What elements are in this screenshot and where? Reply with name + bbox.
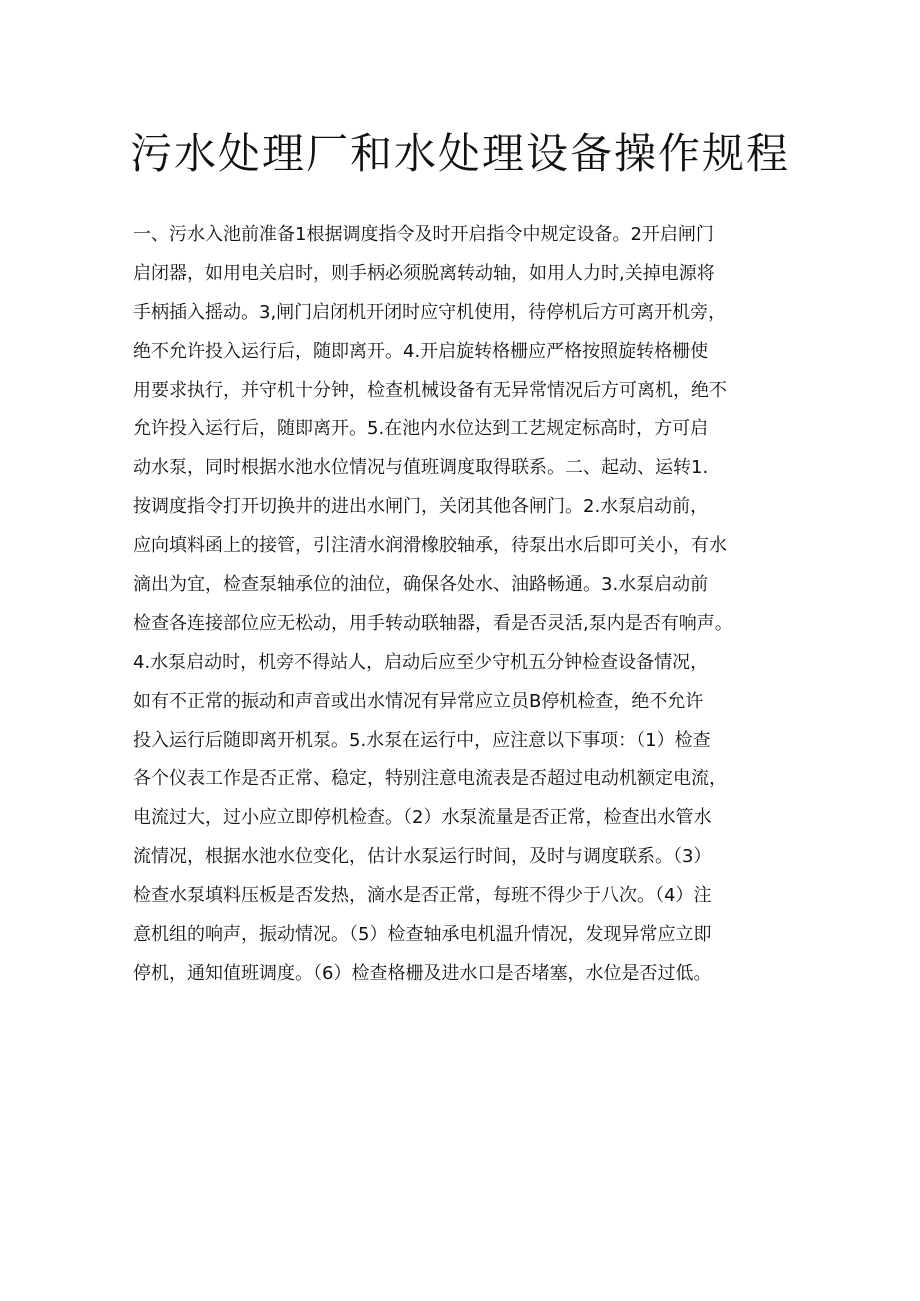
body-line: 动水泵，同时根据水池水位情况与值班调度取得联系。二、起动、运转1. xyxy=(133,457,709,479)
body-line: 按调度指令打开切换井的进出水闸门，关闭其他各闸门。2.水泵启动前， xyxy=(133,496,709,518)
body-line: 检查各连接部位应无松动，用手转动联轴器，看是否灵活,泵内是否有响声。 xyxy=(133,612,733,634)
body-line: 投入运行后随即离开机泵。5.水泵在运行中，应注意以下事项：（1）检查 xyxy=(133,729,711,751)
body-line: 滴出为宜，检查泵轴承位的油位，确保各处水、油路畅通。3.水泵启动前 xyxy=(133,574,709,596)
body-line: 流情况，根据水池水位变化，估计水泵运行时间，及时与调度联系。（3） xyxy=(133,846,712,868)
body-line: 一、污水入池前准备1根据调度指令及时开启指令中规定设备。2开启闸门 xyxy=(133,224,714,245)
body-line: 应向填料函上的接管，引注清水润滑橡胶轴承，待泵出水后即可关小，有水 xyxy=(133,535,727,557)
body-line: 检查水泵填料压板是否发热，滴水是否正常，每班不得少于八次。（4）注 xyxy=(133,885,712,907)
body-line: 如有不正常的振动和声音或出水情况有异常应立员B停机检查，绝不允许 xyxy=(133,690,704,712)
body-line: 电流过大，过小应立即停机检查。（2）水泵流量是否正常，检查出水管水 xyxy=(133,807,712,829)
body-line: 用要求执行，并守机十分钟，检查机械设备有无异常情况后方可离机，绝不 xyxy=(133,379,727,401)
body-line: 4.水泵启动时，机旁不得站人，启动后应至少守机五分钟检查设备情况， xyxy=(133,651,709,673)
body-line: 允许投入运行后，随即离开。5.在池内水位达到工艺规定标高时，方可启 xyxy=(133,418,709,440)
body-line: 各个仪表工作是否正常、稳定，特别注意电流表是否超过电动机额定电流， xyxy=(133,768,727,790)
document-body xyxy=(133,222,813,1000)
body-line: 绝不允许投入运行后，随即离开。4.开启旋转格栅应严格按照旋转格栅使 xyxy=(133,340,709,362)
document-title: 污水处理厂和水处理设备操作规程 xyxy=(130,129,791,178)
body-line: 意机组的响声，振动情况。（5）检查轴承电机温升情况，发现异常应立即 xyxy=(133,924,712,946)
body-line: 停机，通知值班调度。（6）检查格栅及进水口是否堵塞，水位是否过低。 xyxy=(133,962,712,984)
body-line: 手柄插入摇动。3,闸门启闭机开闭时应守机使用，待停机后方可离开机旁， xyxy=(133,301,727,323)
body-line: 启闭器，如用电关启时，则手柄必须脱离转动轴，如用人力时,关掉电源将 xyxy=(133,262,715,284)
